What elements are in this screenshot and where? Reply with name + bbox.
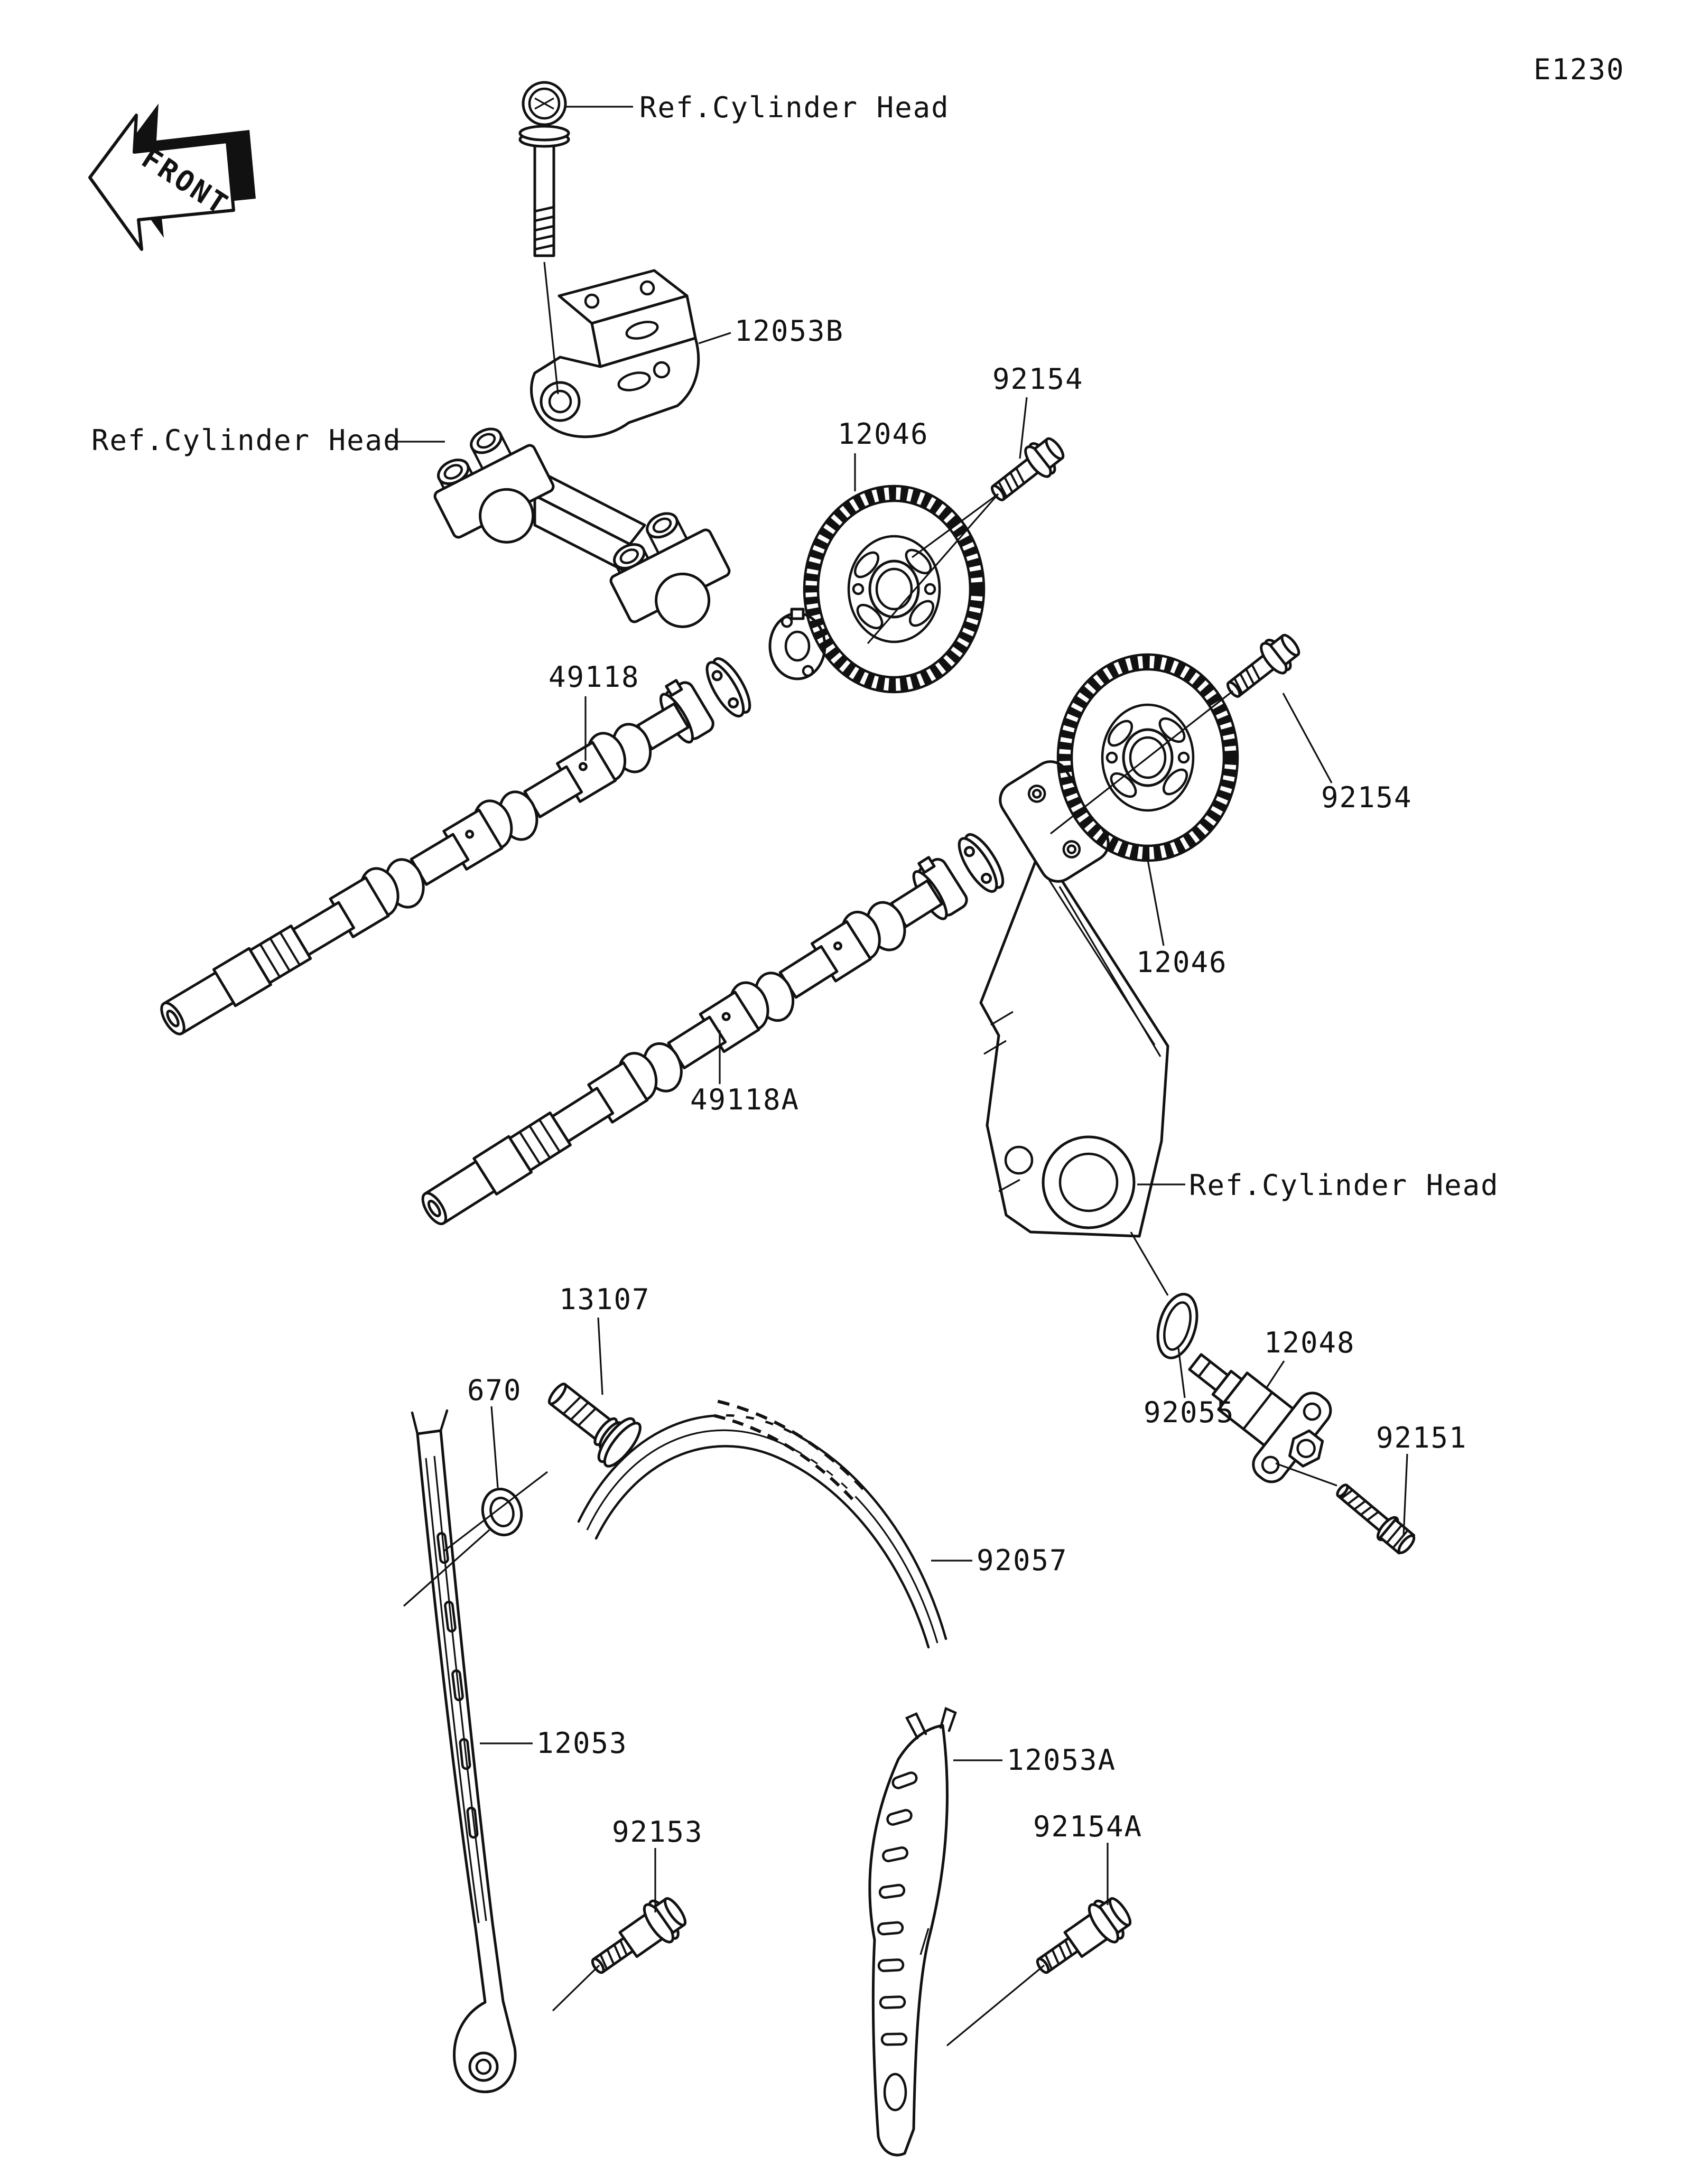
- sprocket-front-drawing: [804, 486, 984, 692]
- part-label-12048: 12048: [1264, 1326, 1355, 1359]
- ref-cylinder-head-holder-label: Ref.Cylinder Head: [91, 424, 402, 457]
- cylinder-head-tunnel-cutaway: [981, 858, 1168, 1236]
- drawing-code-label: E1230: [1534, 53, 1625, 86]
- part-label-13107: 13107: [559, 1283, 651, 1316]
- part-label-670: 670: [467, 1374, 522, 1407]
- part-label-92154A: 92154A: [1033, 1810, 1143, 1843]
- tensioner-oring-drawing: [1151, 1290, 1204, 1362]
- part-label-92151: 92151: [1376, 1421, 1467, 1454]
- front-marker-label: FRONT: [136, 141, 235, 222]
- chain-guide-front-bolt-drawing: [582, 1891, 692, 1986]
- camshaft-holder-drawing: [418, 414, 744, 649]
- ref-cylinder-head-tunnel-label: Ref.Cylinder Head: [1189, 1169, 1499, 1202]
- chain-guide-rear-bolt-drawing: [1027, 1891, 1137, 1986]
- part-label-12046-front: 12046: [838, 417, 929, 451]
- part-label-92057: 92057: [977, 1544, 1068, 1577]
- chain-guide-upper-bracket-drawing: [531, 270, 698, 437]
- camshaft-exhaust-drawing: [149, 609, 825, 1049]
- part-label-92055: 92055: [1144, 1396, 1235, 1429]
- part-label-92154-rear: 92154: [1321, 781, 1413, 814]
- part-label-49118: 49118: [549, 660, 640, 694]
- part-label-12053: 12053: [536, 1726, 628, 1760]
- chain-guide-rear-drawing: [870, 1709, 955, 2155]
- part-label-12046-rear: 12046: [1136, 946, 1228, 979]
- part-label-12053A: 12053A: [1007, 1743, 1117, 1777]
- ref-cylinder-head-top-label: Ref.Cylinder Head: [639, 91, 950, 124]
- cylinder-head-bolt-drawing: [520, 82, 569, 256]
- sprocket-rear-bolt-drawing: [1220, 628, 1305, 706]
- part-label-12053B: 12053B: [735, 314, 844, 348]
- pivot-bolt-drawing: [538, 1370, 646, 1471]
- sprocket-front-bolt-drawing: [984, 432, 1070, 509]
- part-label-92153: 92153: [612, 1815, 703, 1849]
- part-label-49118A: 49118A: [690, 1083, 800, 1116]
- part-label-92154-front: 92154: [992, 362, 1084, 396]
- front-direction-marker: [90, 104, 256, 249]
